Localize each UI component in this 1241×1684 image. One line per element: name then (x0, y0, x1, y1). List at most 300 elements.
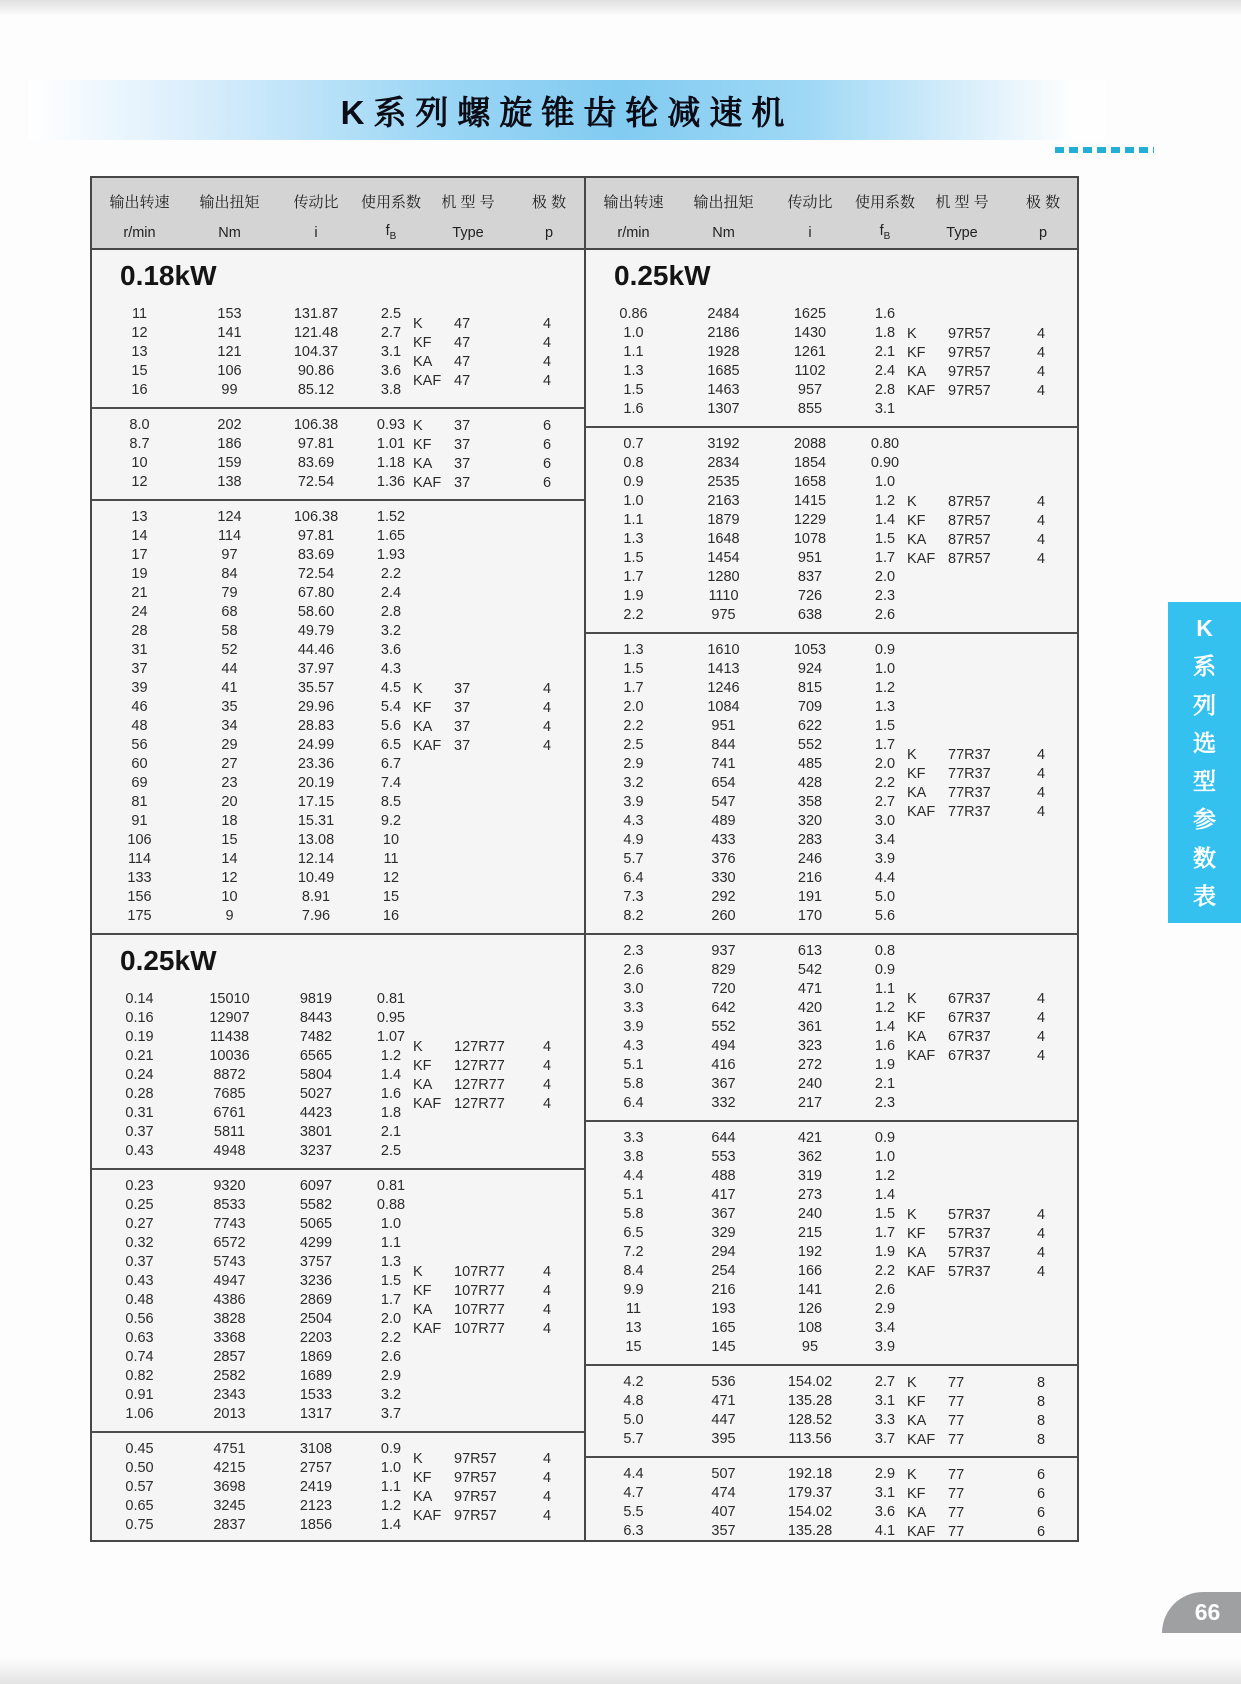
header-cell: 极 数 (531, 194, 567, 211)
cell-usage-factor: 3.0 (874, 812, 896, 829)
cell-ratio: 135.28 (787, 1522, 833, 1539)
cell-ratio: 106.38 (293, 508, 339, 525)
table-row (92, 754, 584, 773)
cell-output-torque: 1454 (707, 549, 740, 566)
cell-ratio: 35.57 (297, 679, 335, 696)
model-type-block (413, 315, 565, 391)
cell-type-prefix: KAF (907, 1523, 936, 1540)
model-type-row (413, 1263, 565, 1282)
cell-usage-factor: 1.4 (874, 511, 896, 528)
cell-output-torque: 84 (221, 565, 238, 582)
header-unit-cell: $f_B$ (385, 223, 397, 242)
cell-ratio: 215 (797, 1224, 823, 1241)
cell-output-torque: 58 (221, 622, 238, 639)
cell-output-torque: 4947 (213, 1272, 246, 1289)
cell-usage-factor: 1.52 (376, 508, 406, 525)
cell-usage-factor: 2.0 (874, 568, 896, 585)
side-tab-char: 型 (1193, 768, 1216, 795)
cell-usage-factor: 3.8 (380, 381, 402, 398)
cell-output-torque: 1110 (708, 587, 739, 604)
cell-output-torque: 6572 (213, 1234, 246, 1251)
cell-output-torque: 507 (711, 1465, 736, 1482)
cell-ratio: 428 (797, 774, 823, 791)
cell-ratio: 216 (797, 869, 823, 886)
table-row (586, 640, 1077, 659)
cell-usage-factor: 0.80 (870, 435, 900, 452)
cell-type-size: 77 (948, 1393, 965, 1410)
section-power-title: 0.25kW (120, 945, 217, 976)
cell-output-speed: 2.2 (623, 606, 644, 623)
cell-type-size: 97R57 (948, 363, 991, 380)
cell-type-prefix: KA (907, 1412, 927, 1429)
table-row (586, 1093, 1077, 1112)
cell-output-speed: 2.3 (623, 942, 644, 959)
header-unit-cell: Type (946, 224, 978, 241)
cell-ratio: 135.28 (787, 1392, 833, 1409)
table-row (92, 989, 584, 1008)
cell-output-torque: 3245 (213, 1497, 246, 1514)
cell-output-torque: 494 (711, 1037, 736, 1054)
cell-type-size: 87R57 (948, 531, 991, 548)
cell-poles: 4 (542, 335, 552, 351)
cell-type-prefix: KA (413, 455, 433, 472)
cell-output-torque: 10 (221, 888, 238, 905)
cell-ratio: 13.08 (297, 831, 335, 848)
model-type-row (413, 473, 565, 492)
cell-usage-factor: 1.65 (376, 527, 406, 544)
cell-usage-factor: 1.2 (874, 999, 896, 1016)
cell-usage-factor: 5.4 (380, 698, 402, 715)
cell-ratio: 320 (797, 812, 823, 829)
cell-usage-factor: 1.1 (380, 1478, 402, 1495)
cell-usage-factor: 1.2 (874, 679, 896, 696)
cell-output-speed: 5.7 (623, 850, 644, 867)
cell-poles: 4 (1036, 991, 1046, 1007)
cell-ratio: 166 (797, 1262, 823, 1279)
cell-output-torque: 489 (711, 812, 736, 829)
table-row (92, 1233, 584, 1252)
cell-type-size: 127R77 (454, 1096, 505, 1112)
model-type-row (907, 381, 1059, 400)
cell-output-speed: 5.5 (623, 1503, 644, 1520)
cell-type-prefix: KA (907, 1504, 927, 1521)
header-unit-cell: r/min (617, 224, 650, 241)
cell-output-speed: 0.8 (623, 454, 644, 471)
cell-ratio: 83.69 (297, 454, 335, 471)
cell-ratio: 7482 (299, 1028, 333, 1045)
model-type-row (907, 1047, 1059, 1066)
cell-ratio: 361 (797, 1018, 823, 1035)
cell-usage-factor: 11 (383, 850, 399, 867)
cell-type-size: 127R77 (454, 1039, 505, 1055)
cell-output-speed: 7.3 (623, 888, 644, 905)
cell-output-torque: 2837 (213, 1516, 246, 1533)
cell-output-speed: 4.2 (623, 1373, 644, 1390)
cell-output-torque: 332 (711, 1094, 736, 1111)
cell-usage-factor: 2.5 (380, 305, 402, 322)
cell-type-size: 37 (454, 417, 471, 434)
cell-type-size: 57R37 (948, 1244, 991, 1261)
cell-ratio: 4423 (299, 1104, 333, 1121)
model-type-row (413, 679, 565, 698)
cell-poles: 4 (1036, 1010, 1046, 1026)
cell-usage-factor: 3.9 (874, 850, 896, 867)
cell-poles: 6 (542, 455, 552, 472)
cell-type-prefix: KAF (413, 1096, 442, 1112)
cell-usage-factor: 2.2 (874, 1262, 896, 1279)
cell-poles: 4 (542, 1470, 552, 1486)
page-top-shading (0, 0, 1241, 16)
cell-output-speed: 11 (131, 305, 148, 322)
cell-usage-factor: 3.1 (874, 1392, 896, 1409)
model-type-block (413, 1450, 565, 1526)
cell-output-torque: 153 (217, 305, 242, 322)
cell-poles: 4 (1036, 512, 1046, 529)
cell-type-prefix: K (413, 417, 423, 434)
header-unit-cell: Nm (218, 224, 241, 241)
cell-output-torque: 4948 (213, 1142, 246, 1159)
cell-output-torque: 447 (711, 1411, 736, 1428)
cell-ratio: 1102 (794, 362, 826, 379)
model-type-block (413, 1038, 565, 1114)
cell-output-speed: 39 (131, 679, 148, 696)
side-tab-char: 参 (1193, 806, 1216, 833)
cell-output-speed: 1.5 (623, 549, 644, 566)
cell-output-speed: 6.3 (623, 1522, 644, 1539)
cell-output-speed: 5.7 (623, 1430, 644, 1447)
cell-output-torque: 292 (711, 888, 736, 905)
cell-poles: 4 (542, 1508, 552, 1524)
cell-type-prefix: K (907, 493, 917, 510)
cell-output-torque: 2834 (707, 454, 740, 471)
cell-type-size: 107R77 (454, 1283, 505, 1299)
cell-ratio: 2757 (299, 1459, 333, 1476)
table-row (92, 773, 584, 792)
cell-usage-factor: 1.18 (376, 454, 406, 471)
cell-usage-factor: 1.1 (380, 1234, 402, 1251)
cell-output-torque: 367 (711, 1205, 736, 1222)
cell-output-torque: 106 (217, 362, 242, 379)
model-type-block (907, 1373, 1059, 1449)
cell-output-torque: 642 (711, 999, 736, 1016)
model-type-row (413, 1038, 565, 1057)
table-row (92, 564, 584, 583)
cell-output-torque: 2484 (707, 305, 740, 322)
cell-usage-factor: 0.9 (874, 1129, 896, 1146)
cell-ratio: 1856 (299, 1516, 333, 1533)
cell-output-speed: 0.37 (125, 1253, 154, 1270)
cell-output-speed: 1.7 (623, 679, 644, 696)
side-index-tab (1168, 602, 1241, 923)
cell-type-prefix: K (907, 747, 917, 763)
table-row (586, 849, 1077, 868)
cell-output-speed: 12 (131, 473, 148, 490)
cell-ratio: 28.83 (297, 717, 335, 734)
cell-ratio: 240 (797, 1075, 823, 1092)
cell-usage-factor: 4.5 (380, 679, 402, 696)
table-row-group (92, 298, 584, 409)
model-type-row (413, 1301, 565, 1320)
cell-ratio: 1533 (299, 1386, 333, 1403)
cell-output-speed: 3.2 (623, 774, 644, 791)
cell-type-size: 67R37 (948, 991, 991, 1007)
cell-ratio: 420 (797, 999, 823, 1016)
cell-type-size: 87R57 (948, 493, 991, 510)
cell-ratio: 23.36 (297, 755, 335, 772)
cell-output-torque: 15010 (209, 990, 250, 1007)
model-type-row (413, 1469, 565, 1488)
cell-output-torque: 3828 (213, 1310, 246, 1327)
cell-ratio: 179.37 (787, 1484, 833, 1501)
cell-poles: 6 (1036, 1523, 1046, 1540)
cell-ratio: 58.60 (297, 603, 335, 620)
cell-output-speed: 14 (131, 527, 148, 544)
cell-poles: 8 (1036, 1412, 1046, 1429)
table-row (586, 1318, 1077, 1337)
cell-usage-factor: 15 (382, 888, 400, 905)
table-row (586, 567, 1077, 586)
cell-usage-factor: 1.7 (874, 549, 896, 566)
cell-usage-factor: 9.2 (380, 812, 402, 829)
cell-usage-factor: 2.0 (380, 1310, 402, 1327)
cell-output-speed: 1.9 (623, 587, 644, 604)
cell-ratio: 240 (797, 1205, 823, 1222)
cell-output-torque: 4215 (213, 1459, 246, 1476)
table-header-units (92, 217, 584, 248)
table-row-group (586, 428, 1077, 634)
cell-ratio: 638 (797, 606, 823, 623)
header-unit-cell: p (544, 224, 554, 241)
cell-type-size: 107R77 (454, 1264, 505, 1280)
cell-output-speed: 8.0 (129, 416, 150, 433)
table-row (586, 887, 1077, 906)
cell-output-speed: 0.86 (619, 305, 648, 322)
cell-output-torque: 52 (221, 641, 238, 658)
cell-output-torque: 260 (711, 907, 736, 924)
cell-output-torque: 975 (711, 606, 736, 623)
cell-poles: 4 (1036, 747, 1046, 763)
cell-ratio: 1430 (793, 324, 827, 341)
table-row (92, 1122, 584, 1141)
cell-output-speed: 24 (131, 603, 148, 620)
cell-poles: 8 (1036, 1393, 1046, 1410)
model-type-row (907, 1484, 1059, 1503)
table-row (92, 1214, 584, 1233)
cell-ratio: 471 (797, 980, 823, 997)
cell-type-prefix: KF (907, 1393, 926, 1410)
table-row (586, 678, 1077, 697)
cell-poles: 4 (542, 1264, 552, 1280)
page-number-tab (1162, 1592, 1241, 1633)
cell-usage-factor: 4.4 (874, 869, 896, 886)
cell-usage-factor: 12 (382, 869, 400, 886)
cell-output-torque: 9320 (213, 1177, 246, 1194)
cell-output-speed: 10 (131, 454, 148, 471)
model-type-row (907, 1392, 1059, 1411)
cell-output-speed: 1.7 (623, 568, 644, 585)
cell-output-torque: 395 (711, 1430, 736, 1447)
cell-output-speed: 8.4 (623, 1262, 644, 1279)
cell-ratio: 1053 (793, 641, 827, 658)
cell-ratio: 7.96 (301, 907, 331, 924)
cell-ratio: 246 (797, 850, 823, 867)
cell-ratio: 2203 (299, 1329, 333, 1346)
cell-output-speed: 28 (131, 622, 148, 639)
cell-ratio: 12.14 (297, 850, 335, 867)
cell-ratio: 924 (797, 660, 823, 677)
model-type-row (413, 698, 565, 717)
cell-type-prefix: K (907, 325, 917, 342)
cell-usage-factor: 2.4 (380, 584, 402, 601)
cell-output-speed: 4.7 (623, 1484, 644, 1501)
cell-output-speed: 0.48 (125, 1291, 154, 1308)
cell-output-speed: 0.82 (125, 1367, 154, 1384)
cell-type-prefix: KAF (907, 1431, 936, 1448)
cell-output-speed: 0.23 (125, 1177, 154, 1194)
cell-usage-factor: 8.5 (380, 793, 402, 810)
cell-type-prefix: KAF (413, 474, 442, 491)
model-type-row (907, 492, 1059, 511)
header-cell: 使用系数 (360, 194, 421, 211)
cell-output-speed: 37 (131, 660, 148, 677)
cell-output-torque: 1413 (707, 660, 740, 677)
cell-type-prefix: KF (907, 1485, 926, 1502)
cell-output-speed: 3.8 (623, 1148, 644, 1165)
cell-ratio: 10.49 (297, 869, 335, 886)
cell-poles: 4 (1036, 1029, 1046, 1045)
cell-ratio: 3108 (299, 1440, 333, 1457)
cell-poles: 4 (1036, 766, 1046, 782)
cell-usage-factor: 2.8 (874, 381, 896, 398)
cell-type-size: 47 (454, 373, 471, 389)
table-header-left (92, 178, 584, 250)
table-row-group (586, 634, 1077, 935)
model-type-block (413, 1263, 565, 1339)
cell-poles: 4 (1036, 531, 1046, 548)
cell-output-speed: 5.1 (623, 1056, 644, 1073)
cell-type-size: 97R57 (454, 1451, 497, 1467)
cell-type-size: 77 (948, 1485, 965, 1502)
cell-poles: 4 (542, 718, 552, 735)
cell-output-torque: 417 (711, 1186, 736, 1203)
cell-output-torque: 1928 (707, 343, 740, 360)
cell-usage-factor: 2.6 (380, 1348, 402, 1365)
cell-poles: 4 (542, 1302, 552, 1318)
cell-ratio: 108 (797, 1319, 823, 1336)
table-row (92, 1176, 584, 1195)
header-cell: 输出扭矩 (693, 194, 754, 211)
cell-poles: 4 (542, 1039, 552, 1055)
cell-ratio: 217 (797, 1094, 823, 1111)
cell-output-speed: 12 (131, 324, 148, 341)
cell-output-speed: 0.74 (125, 1348, 154, 1365)
cell-ratio: 104.37 (293, 343, 339, 360)
cell-output-speed: 6.4 (623, 869, 644, 886)
cell-output-torque: 1307 (707, 400, 740, 417)
cell-poles: 4 (542, 373, 552, 389)
cell-output-speed: 0.75 (125, 1516, 154, 1533)
table-row (92, 887, 584, 906)
cell-output-speed: 6.4 (623, 1094, 644, 1111)
table-row-group (92, 1433, 584, 1542)
cell-type-prefix: KAF (907, 550, 936, 567)
table-row (586, 1280, 1077, 1299)
cell-poles: 6 (542, 436, 552, 453)
cell-usage-factor: 1.36 (376, 473, 406, 490)
cell-output-torque: 9 (225, 907, 234, 924)
table-row (586, 716, 1077, 735)
cell-output-torque: 416 (711, 1056, 736, 1073)
cell-output-speed: 8.7 (129, 435, 150, 452)
cell-output-speed: 114 (127, 850, 152, 867)
cell-usage-factor: 1.8 (874, 324, 896, 341)
cell-output-torque: 1280 (707, 568, 740, 585)
cell-output-speed: 4.3 (623, 812, 644, 829)
cell-usage-factor: 10 (382, 831, 400, 848)
model-type-row (413, 1076, 565, 1095)
cell-poles: 6 (1036, 1504, 1046, 1521)
cell-output-speed: 21 (131, 584, 148, 601)
cell-output-speed: 5.0 (623, 1411, 644, 1428)
cell-poles: 4 (1036, 1225, 1046, 1242)
cell-type-prefix: KA (907, 1029, 927, 1045)
cell-output-speed: 0.14 (125, 990, 154, 1007)
cell-type-prefix: KF (907, 1225, 926, 1242)
cell-output-torque: 12 (221, 869, 238, 886)
header-unit-cell: Type (452, 224, 484, 241)
cell-output-speed: 69 (131, 774, 148, 791)
model-type-row (413, 334, 565, 353)
cell-usage-factor: 1.0 (380, 1459, 402, 1476)
model-type-row (907, 746, 1059, 765)
cell-output-speed: 0.65 (125, 1497, 154, 1514)
cell-usage-factor: 1.0 (874, 1148, 896, 1165)
cell-type-size: 57R37 (948, 1206, 991, 1223)
cell-poles: 4 (1036, 550, 1046, 567)
cell-output-speed: 1.3 (623, 641, 644, 658)
cell-usage-factor: 1.5 (874, 530, 896, 547)
cell-output-torque: 18 (221, 812, 238, 829)
cell-output-speed: 0.24 (125, 1066, 154, 1083)
cell-output-speed: 0.31 (125, 1104, 154, 1121)
cell-ratio: 1625 (793, 305, 827, 322)
cell-usage-factor: 3.1 (380, 343, 402, 360)
cell-usage-factor: 1.4 (380, 1516, 402, 1533)
model-type-row (413, 1282, 565, 1301)
cell-ratio: 97.81 (297, 435, 335, 452)
cell-ratio: 613 (797, 942, 823, 959)
cell-type-prefix: KA (413, 354, 433, 370)
cell-output-torque: 488 (711, 1167, 736, 1184)
model-type-row (907, 1262, 1059, 1281)
cell-ratio: 192 (797, 1243, 823, 1260)
cell-ratio: 8.91 (301, 888, 331, 905)
cell-type-prefix: K (413, 1264, 423, 1280)
model-type-row (907, 362, 1059, 381)
cell-ratio: 421 (797, 1129, 823, 1146)
table-header-labels (92, 186, 584, 217)
cell-poles: 4 (1036, 344, 1046, 361)
cell-ratio: 2504 (299, 1310, 333, 1327)
cell-output-torque: 2582 (213, 1367, 246, 1384)
cell-output-torque: 741 (711, 755, 736, 772)
cell-output-torque: 330 (711, 869, 736, 886)
table-row (586, 941, 1077, 960)
cell-output-speed: 2.2 (623, 717, 644, 734)
header-cell: 机 型 号 (441, 194, 495, 211)
table-row (586, 1147, 1077, 1166)
cell-output-torque: 547 (711, 793, 736, 810)
